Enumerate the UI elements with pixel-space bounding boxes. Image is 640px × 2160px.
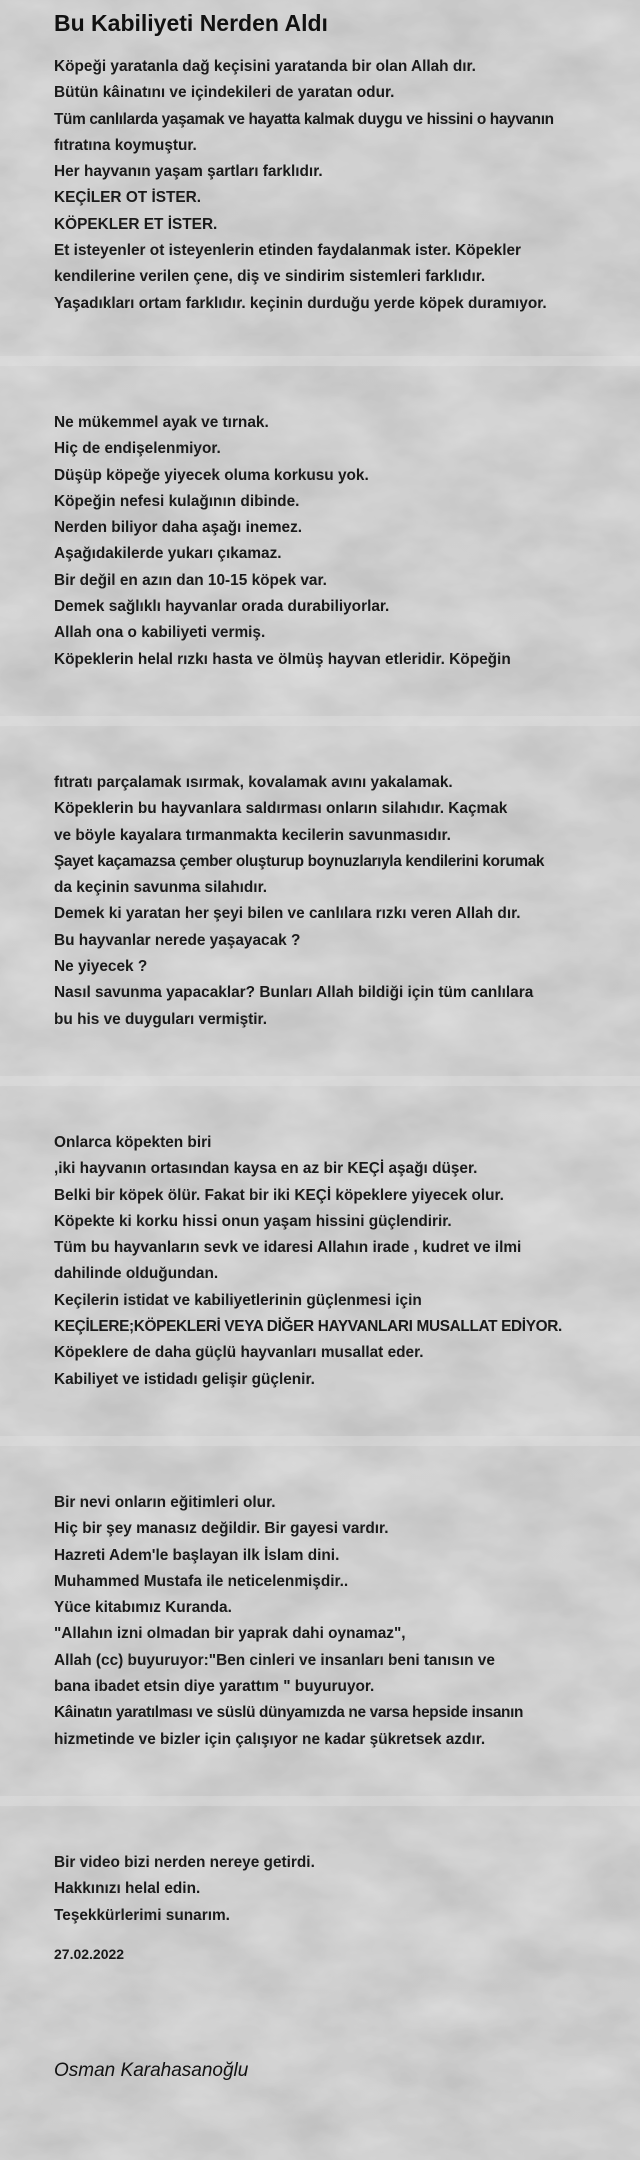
poem-line: fıtratına koymuştur. bbox=[54, 136, 197, 154]
poem-line: Köpeklerin bu hayvanlara saldırması onların silahıdır. Kaçmak bbox=[54, 800, 508, 818]
poem-line: Yüce kitabımız Kuranda. bbox=[54, 1599, 232, 1617]
poem-line: Allah (cc) buyuruyor:"Ben cinleri ve insanları beni tanısın ve bbox=[54, 1651, 495, 1669]
stanza-5 bbox=[54, 1490, 624, 1753]
poem-line: Nerden biliyor daha aşağı inemez. bbox=[54, 519, 303, 537]
poem-line: KÖPEKLER ET İSTER. bbox=[54, 215, 218, 233]
poem-line: Bu hayvanlar nerede yaşayacak ? bbox=[54, 931, 301, 949]
poem-line: KEÇİLERE;KÖPEKLERİ VEYA DİĞER HAYVANLARI MUSALLAT EDİYOR. bbox=[54, 1318, 562, 1336]
poem-line: Ne mükemmel ayak ve tırnak. bbox=[54, 414, 269, 431]
poem-line: dahilinde olduğundan. bbox=[54, 1265, 219, 1283]
poem-line: bu his ve duyguları vermiştir. bbox=[54, 1010, 267, 1028]
poem-line: Bütün kâinatını ve içindekileri de yaratan odur. bbox=[54, 84, 395, 102]
poem-line: Yaşadıkları ortam farklıdır. keçinin durduğu yerde köpek duramıyor. bbox=[54, 294, 547, 312]
poem-author: Osman Karahasanoğlu bbox=[54, 2060, 249, 2081]
stanza-3 bbox=[54, 770, 624, 1033]
stanza-6 bbox=[54, 1850, 624, 1929]
poem-line: Hiç bir şey manasız değildir. Bir gayesi vardır. bbox=[54, 1520, 389, 1538]
poem-line: Bir video bizi nerden nereye getirdi. bbox=[54, 1854, 315, 1871]
poem-line: Tüm canlılarda yaşamak ve hayatta kalmak duygu ve hissini o hayvanın bbox=[54, 110, 554, 128]
poem-line: KEÇİLER OT İSTER. bbox=[54, 189, 202, 207]
poem-line: Kabiliyet ve istidadı gelişir güçlenir. bbox=[54, 1370, 315, 1388]
poem-line: Düşüp köpeğe yiyecek oluma korkusu yok. bbox=[54, 466, 369, 484]
poem-line: ve böyle kayalara tırmanmakta kecilerin savunmasıdır. bbox=[54, 826, 451, 844]
poem-line: Köpeğin nefesi kulağının dibinde. bbox=[54, 492, 300, 510]
poem-line: Tüm bu hayvanların sevk ve idaresi Allahın irade , kudret ve ilmi bbox=[54, 1239, 522, 1257]
stanza-4 bbox=[54, 1130, 624, 1393]
poem-line: Teşekkürlerimi sunarım. bbox=[54, 1906, 230, 1924]
poem-line: Muhammed Mustafa ile neticelenmişdir.. bbox=[54, 1572, 349, 1590]
poem-line: Nasıl savunma yapacaklar? Bunları Allah bildiği için tüm canlılara bbox=[54, 984, 534, 1002]
poem-line: Şayet kaçamazsa çember oluşturup boynuzlarıyla kendilerini korumak bbox=[54, 852, 545, 870]
poem-line: Bir değil en azın dan 10-15 köpek var. bbox=[54, 571, 327, 589]
poem-line: Her hayvanın yaşam şartları farklıdır. bbox=[54, 163, 323, 181]
poem-line: Belki bir köpek ölür. Fakat bir iki KEÇİ köpeklere yiyecek olur. bbox=[54, 1186, 504, 1204]
poem-line: Köpeklere de daha güçlü hayvanları musallat eder. bbox=[54, 1344, 424, 1362]
poem-line: kendilerine verilen çene, diş ve sindirim sistemleri farklıdır. bbox=[54, 268, 486, 286]
poem-line: Hazreti Adem'le başlayan ilk İslam dini. bbox=[54, 1546, 340, 1564]
poem-line: Demek ki yaratan her şeyi bilen ve canlılara rızkı veren Allah dır. bbox=[54, 905, 521, 923]
poem-line: Köpeklerin helal rızkı hasta ve ölmüş hayvan etleridir. Köpeğin bbox=[54, 650, 511, 668]
poem-line: Ne yiyecek ? bbox=[54, 958, 148, 976]
poem-line: Köpeği yaratanla dağ keçisini yaratanda bir olan Allah dır. bbox=[54, 58, 476, 75]
poem-line: Kâinatın yaratılması ve süslü dünyamızda ne varsa hepside insanın bbox=[54, 1704, 524, 1722]
poem-title: Bu Kabiliyeti Nerden Aldı bbox=[54, 10, 328, 36]
poem-line: Allah ona o kabiliyeti vermiş. bbox=[54, 624, 266, 642]
poem-line: Et isteyenler ot isteyenlerin etinden faydalanmak ister. Köpekler bbox=[54, 242, 522, 260]
poem-line: Aşağıdakilerde yukarı çıkamaz. bbox=[54, 545, 282, 563]
poem-line: da keçinin savunma silahıdır. bbox=[54, 879, 267, 897]
poem-line: ,iki hayvanın ortasından kaysa en az bir KEÇİ aşağı düşer. bbox=[54, 1160, 478, 1178]
stanza-1 bbox=[54, 54, 624, 317]
poem-line: Onlarca köpekten biri bbox=[54, 1134, 212, 1151]
poem-line: hizmetinde ve bizler için çalışıyor ne kadar şükretsek azdır. bbox=[54, 1730, 486, 1748]
stanza-2 bbox=[54, 410, 624, 673]
poem-line: Hakkınızı helal edin. bbox=[54, 1880, 201, 1898]
poem-line: bana ibadet etsin diye yarattım " buyuruyor. bbox=[54, 1678, 375, 1696]
poem-line: Demek sağlıklı hayvanlar orada durabiliyorlar. bbox=[54, 598, 390, 616]
poem-line: Köpekte ki korku hissi onun yaşam hissini güçlendirir. bbox=[54, 1212, 452, 1230]
poem-line: Hiç de endişelenmiyor. bbox=[54, 440, 221, 458]
poem-line: "Allahın izni olmadan bir yaprak dahi oynamaz", bbox=[54, 1625, 406, 1643]
poem-line: fıtratı parçalamak ısırmak, kovalamak avını yakalamak. bbox=[54, 774, 453, 791]
poem-line: Bir nevi onların eğitimleri olur. bbox=[54, 1494, 276, 1511]
poem-line: Keçilerin istidat ve kabiliyetlerinin güçlenmesi için bbox=[54, 1291, 422, 1309]
poem-date: 27.02.2022 bbox=[54, 1946, 125, 1962]
